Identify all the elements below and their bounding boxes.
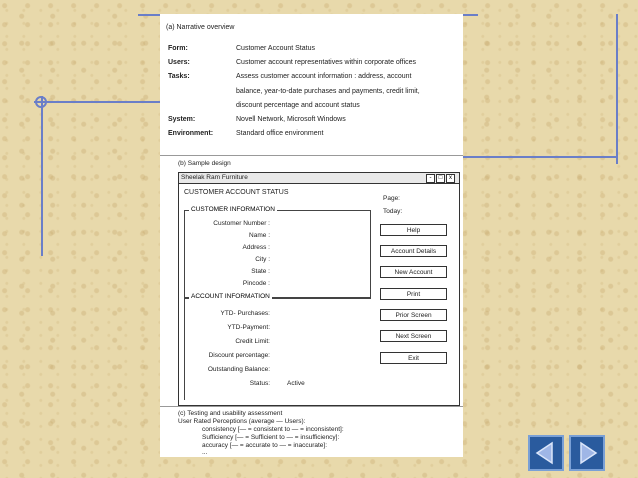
print-button[interactable]: Print (380, 288, 447, 300)
testing-heading: (c) Testing and usability assessment (178, 410, 283, 417)
prior-screen-button[interactable]: Prior Screen (380, 309, 447, 321)
frame-circle-icon (35, 96, 47, 108)
window-titlebar (179, 173, 459, 184)
field-ytd-purchases: YTD- Purchases: (220, 310, 270, 317)
customer-info-title: CUSTOMER INFORMATION (191, 206, 275, 213)
sample-heading: (b) Sample design (178, 160, 231, 167)
narrative-value-form: Customer Account Status (236, 45, 315, 52)
form-title: CUSTOMER ACCOUNT STATUS (184, 189, 289, 196)
field-address: Address : (242, 244, 270, 251)
prev-slide-button[interactable] (528, 435, 564, 471)
document-page (160, 14, 463, 457)
close-icon[interactable]: x (446, 174, 455, 183)
section-divider-2 (160, 406, 463, 407)
maximize-icon[interactable]: □ (436, 174, 445, 183)
frame-right-h-line (463, 156, 618, 158)
narrative-value-tasks-1: Assess customer account information : address, account (236, 73, 412, 80)
section-divider (160, 155, 463, 156)
field-ytd-payment: YTD-Payment: (227, 324, 270, 331)
account-info-title: ACCOUNT INFORMATION (191, 293, 270, 300)
account-info-group (184, 293, 370, 400)
field-state: State : (251, 268, 270, 275)
narrative-value-system: Novell Network, Microsoft Windows (236, 116, 346, 123)
status-value: Active (287, 380, 305, 387)
today-label: Today: (383, 208, 403, 215)
narrative-value-tasks-2: balance, year-to-date purchases and payments, credit limit, (236, 88, 420, 95)
narrative-label-users: Users: (168, 59, 190, 66)
narrative-value-tasks-3: discount percentage and account status (236, 102, 360, 109)
frame-right-line (616, 14, 618, 164)
next-slide-button[interactable] (569, 435, 605, 471)
narrative-label-system: System: (168, 116, 196, 123)
triangle-right-icon (571, 437, 603, 469)
field-credit-limit: Credit Limit: (235, 338, 270, 345)
next-screen-button[interactable]: Next Screen (380, 330, 447, 342)
page-label: Page: (383, 195, 400, 202)
narrative-label-tasks: Tasks: (168, 73, 190, 80)
narrative-heading: (a) Narrative overview (166, 24, 235, 31)
field-discount-percentage: Discount percentage: (208, 352, 270, 359)
frame-left-line (41, 96, 43, 256)
narrative-label-environment: Environment: (168, 130, 214, 137)
testing-line-4: accuracy [— = accurate to — = inaccurate]: (202, 442, 328, 449)
window-title: Sheelak Ram Furniture (181, 174, 248, 181)
testing-line-2: consistency [— = consistent to — = inconsistent]: (202, 426, 344, 433)
customer-info-group (184, 206, 371, 299)
field-outstanding-balance: Outstanding Balance: (207, 366, 270, 373)
minimize-icon[interactable]: - (426, 174, 435, 183)
testing-line-5: ... (202, 449, 208, 456)
field-customer-number: Customer Number : (213, 220, 270, 227)
field-status: Status: (249, 380, 270, 387)
exit-button[interactable]: Exit (380, 352, 447, 364)
testing-line-1: User Rated Perceptions (average — Users): (178, 418, 306, 425)
triangle-left-icon (530, 437, 562, 469)
account-details-button[interactable]: Account Details (380, 245, 447, 257)
testing-line-3: Sufficiency [— = Sufficient to — = insufficiency]: (202, 434, 340, 441)
narrative-label-form: Form: (168, 45, 188, 52)
help-button[interactable]: Help (380, 224, 447, 236)
frame-mid-line (34, 101, 160, 103)
sample-window (178, 172, 460, 406)
field-pincode: Pincode : (242, 280, 270, 287)
narrative-value-environment: Standard office environment (236, 130, 324, 137)
field-city: City : (255, 256, 270, 263)
new-account-button[interactable]: New Account (380, 266, 447, 278)
narrative-value-users: Customer account representatives within corporate offices (236, 59, 417, 66)
field-name: Name : (249, 232, 270, 239)
